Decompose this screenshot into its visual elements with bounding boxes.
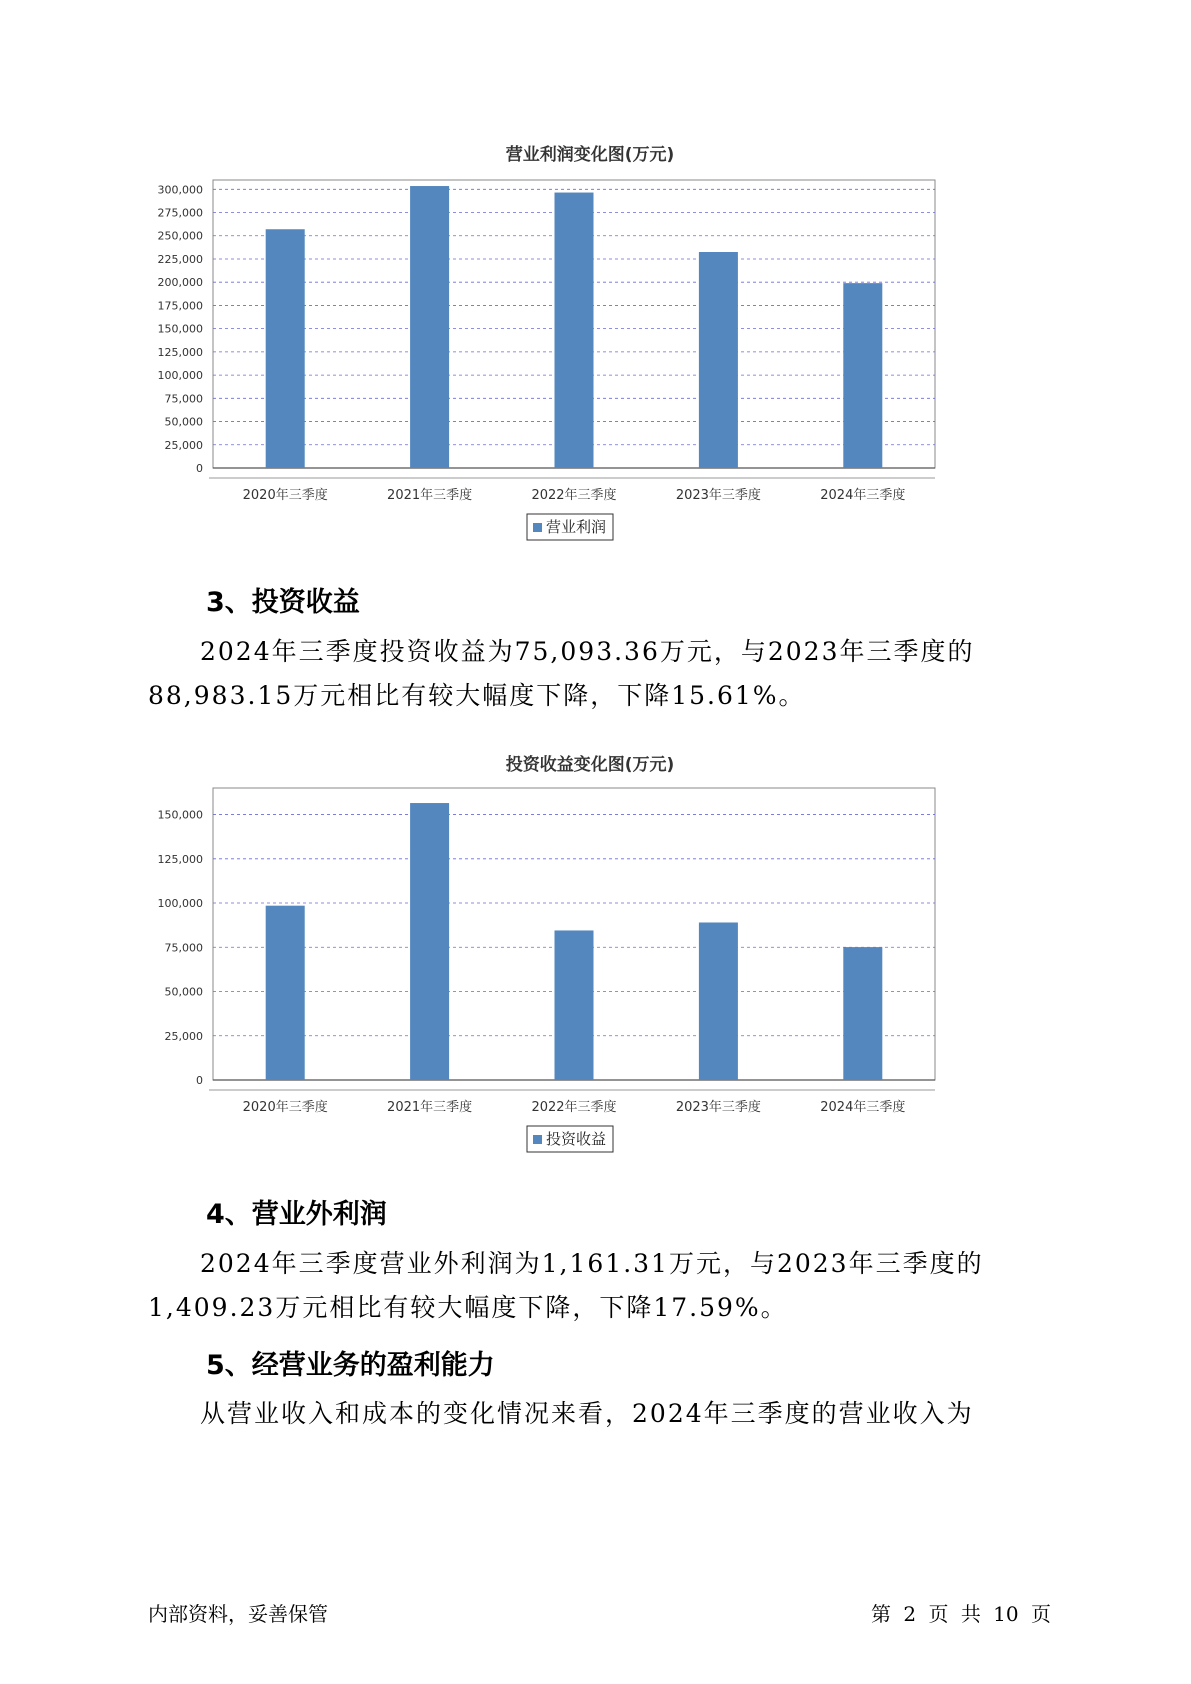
legend-swatch: [533, 523, 542, 532]
y-tick-label: 225,000: [157, 252, 203, 266]
y-tick-label: 100,000: [157, 369, 203, 383]
y-tick-label: 50,000: [164, 985, 203, 999]
y-tick-label: 75,000: [164, 941, 203, 955]
bar: [699, 252, 738, 468]
y-tick-label: 200,000: [157, 276, 203, 290]
chart-canvas: [150, 750, 1030, 1170]
footer-confidential-note: 内部资料，妥善保管: [148, 1602, 328, 1626]
x-tick-label: 2021年三季度: [387, 488, 473, 503]
y-tick-label: 150,000: [157, 322, 203, 336]
x-tick-label: 2024年三季度: [820, 488, 906, 503]
paragraph-investment-income: 2024年三季度投资收益为75,093.36万元，与2023年三季度的88,983.15万元相比有较大幅度下降，下降15.61%。: [148, 637, 975, 710]
y-tick-label: 125,000: [157, 852, 203, 866]
chart-title: 投资收益变化图(万元): [505, 755, 675, 775]
bar: [555, 193, 594, 468]
y-tick-label: 300,000: [157, 183, 203, 197]
operating-profit-chart: [150, 140, 1030, 560]
paragraph-non-operating-profit: 2024年三季度营业外利润为1,161.31万元，与2023年三季度的1,409.23万元相比有较大幅度下降，下降17.59%。: [148, 1249, 984, 1322]
investment-income-chart: [150, 750, 1030, 1170]
bar: [555, 930, 594, 1080]
bar: [410, 803, 449, 1080]
bar: [699, 922, 738, 1080]
y-tick-label: 0: [196, 1074, 203, 1087]
x-tick-label: 2020年三季度: [242, 488, 328, 503]
legend-swatch: [533, 1135, 542, 1144]
y-tick-label: 75,000: [164, 392, 203, 406]
paragraph-profitability: 从营业收入和成本的变化情况来看，2024年三季度的营业收入为: [200, 1399, 974, 1428]
bar: [410, 186, 449, 468]
legend-label: 营业利润: [546, 518, 607, 536]
chart-title: 营业利润变化图(万元): [505, 145, 675, 165]
section-heading-non-operating-profit: 4、营业外利润: [206, 1199, 387, 1230]
x-tick-label: 2022年三季度: [531, 488, 617, 503]
x-tick-label: 2022年三季度: [531, 1100, 617, 1115]
x-tick-label: 2021年三季度: [387, 1100, 473, 1115]
bar: [266, 906, 305, 1080]
y-tick-label: 250,000: [157, 229, 203, 243]
y-tick-label: 125,000: [157, 345, 203, 359]
y-tick-label: 100,000: [157, 897, 203, 911]
section-heading-profitability: 5、经营业务的盈利能力: [206, 1350, 495, 1381]
section-heading-investment-income: 3、投资收益: [206, 587, 360, 618]
y-tick-label: 25,000: [164, 1029, 203, 1043]
y-tick-label: 175,000: [157, 299, 203, 313]
y-tick-label: 0: [196, 462, 203, 475]
y-tick-label: 25,000: [164, 438, 203, 452]
y-tick-label: 150,000: [157, 808, 203, 822]
footer-page-number: 第 2 页 共 10 页: [871, 1602, 1051, 1626]
y-tick-label: 275,000: [157, 206, 203, 220]
x-tick-label: 2024年三季度: [820, 1100, 906, 1115]
chart-canvas: [150, 140, 1030, 550]
x-tick-label: 2020年三季度: [242, 1100, 328, 1115]
bar: [843, 947, 882, 1080]
bar: [266, 229, 305, 468]
y-tick-label: 50,000: [164, 415, 203, 429]
legend-label: 投资收益: [546, 1130, 607, 1148]
x-tick-label: 2023年三季度: [675, 488, 761, 503]
x-tick-label: 2023年三季度: [675, 1100, 761, 1115]
bar: [843, 283, 882, 468]
